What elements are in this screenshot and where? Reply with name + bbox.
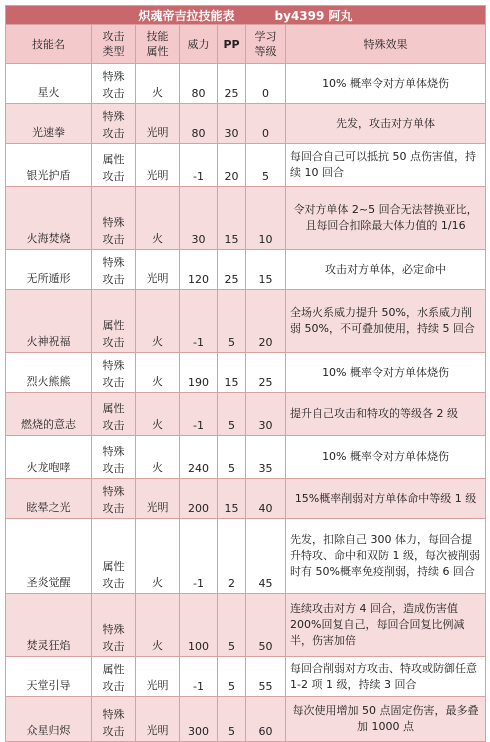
table-row (6, 104, 486, 144)
table-credit: by4399 阿丸 (274, 8, 353, 23)
skill-name: 火龙咆哮 (6, 436, 92, 479)
skill-name: 焚灵狂焰 (6, 594, 92, 657)
special-effect: 10% 概率令对方单体烧伤 (286, 436, 486, 479)
special-effect: 10% 概率令对方单体烧伤 (286, 64, 486, 104)
skill-name: 无所遁形 (6, 250, 92, 290)
skill-power: 300 (180, 697, 218, 742)
learn-level: 10 (246, 187, 286, 250)
attack-type: 特殊 攻击 (92, 697, 136, 742)
learn-level: 20 (246, 290, 286, 353)
skill-power: 100 (180, 594, 218, 657)
skill-name: 火海焚烧 (6, 187, 92, 250)
skill-attribute: 火 (136, 519, 180, 594)
skill-name: 圣炎觉醒 (6, 519, 92, 594)
title-row (6, 6, 486, 25)
special-effect: 提升自己攻击和特攻的等级各 2 级 (286, 393, 486, 436)
table-row (6, 187, 486, 250)
header-row (6, 25, 486, 64)
skill-pp: 25 (218, 64, 246, 104)
header-power: 威力 (180, 25, 218, 64)
skill-power: 120 (180, 250, 218, 290)
table-row (6, 657, 486, 697)
skill-pp: 30 (218, 104, 246, 144)
learn-level: 60 (246, 697, 286, 742)
learn-level: 30 (246, 393, 286, 436)
attack-type: 特殊 攻击 (92, 104, 136, 144)
skill-pp: 5 (218, 393, 246, 436)
attack-type: 属性 攻击 (92, 290, 136, 353)
attack-type: 特殊 攻击 (92, 594, 136, 657)
attack-type: 特殊 攻击 (92, 479, 136, 519)
skill-attribute: 火 (136, 594, 180, 657)
learn-level: 0 (246, 64, 286, 104)
skill-attribute: 光明 (136, 697, 180, 742)
skill-pp: 5 (218, 436, 246, 479)
special-effect: 15%概率削弱对方单体命中等级 1 级 (286, 479, 486, 519)
skill-pp: 5 (218, 657, 246, 697)
header-name: 技能名 (6, 25, 92, 64)
special-effect: 令对方单体 2~5 回合无法替换亚比，且每回合扣除最大体力值的 1/16 (286, 187, 486, 250)
skill-power: 200 (180, 479, 218, 519)
special-effect: 攻击对方单体，必定命中 (286, 250, 486, 290)
header-type: 攻击 类型 (92, 25, 136, 64)
special-effect: 每次使用增加 50 点固定伤害，最多叠加 1000 点 (286, 697, 486, 742)
header-level: 学习 等级 (246, 25, 286, 64)
special-effect: 每回合自己可以抵抗 50 点伤害值，持续 10 回合 (286, 144, 486, 187)
attack-type: 属性 攻击 (92, 519, 136, 594)
skill-attribute: 光明 (136, 104, 180, 144)
special-effect: 10% 概率令对方单体烧伤 (286, 353, 486, 393)
skill-name: 眩晕之光 (6, 479, 92, 519)
skill-attribute: 火 (136, 187, 180, 250)
skill-power: -1 (180, 290, 218, 353)
skill-power: 30 (180, 187, 218, 250)
special-effect: 先发，攻击对方单体 (286, 104, 486, 144)
table-row (6, 144, 486, 187)
special-effect: 每回合削弱对方攻击、特攻或防御任意 1-2 项 1 级，持续 3 回合 (286, 657, 486, 697)
skill-pp: 15 (218, 479, 246, 519)
skill-name: 燃烧的意志 (6, 393, 92, 436)
attack-type: 属性 攻击 (92, 393, 136, 436)
skill-power: -1 (180, 393, 218, 436)
skill-power: -1 (180, 144, 218, 187)
skill-name: 星火 (6, 64, 92, 104)
skill-power: -1 (180, 657, 218, 697)
skill-rows (6, 64, 486, 742)
learn-level: 0 (246, 104, 286, 144)
table-row (6, 697, 486, 742)
learn-level: 35 (246, 436, 286, 479)
table-row (6, 393, 486, 436)
skill-attribute: 火 (136, 290, 180, 353)
skill-attribute: 光明 (136, 657, 180, 697)
table-title: 炽魂帝吉拉技能表 (138, 8, 235, 23)
header-attr: 技能 属性 (136, 25, 180, 64)
table-row (6, 436, 486, 479)
skill-name: 银光护盾 (6, 144, 92, 187)
skill-name: 烈火熊熊 (6, 353, 92, 393)
attack-type: 属性 攻击 (92, 144, 136, 187)
skill-power: -1 (180, 519, 218, 594)
skill-pp: 2 (218, 519, 246, 594)
learn-level: 15 (246, 250, 286, 290)
skill-power: 240 (180, 436, 218, 479)
skill-attribute: 火 (136, 64, 180, 104)
skill-attribute: 火 (136, 393, 180, 436)
learn-level: 25 (246, 353, 286, 393)
skill-pp: 20 (218, 144, 246, 187)
skill-pp: 15 (218, 353, 246, 393)
attack-type: 特殊 攻击 (92, 250, 136, 290)
skill-name: 光速拳 (6, 104, 92, 144)
learn-level: 50 (246, 594, 286, 657)
skill-name: 天堂引导 (6, 657, 92, 697)
table-row (6, 353, 486, 393)
table-row (6, 519, 486, 594)
skill-table (5, 5, 486, 742)
table-row (6, 64, 486, 104)
learn-level: 45 (246, 519, 286, 594)
special-effect: 全场火系威力提升 50%，水系威力削弱 50%，不可叠加使用，持续 5 回合 (286, 290, 486, 353)
skill-attribute: 光明 (136, 250, 180, 290)
header-effect: 特殊效果 (286, 25, 486, 64)
special-effect: 先发，扣除自己 300 体力，每回合提升特攻、命中和双防 1 级，每次被削弱时有 50%概率免疫削弱，持续 6 回合 (286, 519, 486, 594)
attack-type: 特殊 攻击 (92, 353, 136, 393)
skill-power: 80 (180, 64, 218, 104)
skill-attribute: 火 (136, 436, 180, 479)
skill-power: 80 (180, 104, 218, 144)
table-row (6, 479, 486, 519)
special-effect: 连续攻击对方 4 回合，造成伤害值 200%回复自己，每回合回复比例减半，伤害加倍 (286, 594, 486, 657)
table-row (6, 250, 486, 290)
attack-type: 特殊 攻击 (92, 64, 136, 104)
skill-pp: 15 (218, 187, 246, 250)
skill-name: 众星归烬 (6, 697, 92, 742)
skill-attribute: 光明 (136, 479, 180, 519)
skill-attribute: 火 (136, 353, 180, 393)
skill-pp: 5 (218, 594, 246, 657)
skill-pp: 25 (218, 250, 246, 290)
skill-pp: 5 (218, 697, 246, 742)
attack-type: 属性 攻击 (92, 657, 136, 697)
skill-name: 火神祝福 (6, 290, 92, 353)
skill-power: 190 (180, 353, 218, 393)
skill-table-container (5, 5, 485, 742)
attack-type: 特殊 攻击 (92, 436, 136, 479)
attack-type: 特殊 攻击 (92, 187, 136, 250)
header-pp: PP (218, 25, 246, 64)
table-row (6, 290, 486, 353)
skill-attribute: 光明 (136, 144, 180, 187)
skill-pp: 5 (218, 290, 246, 353)
learn-level: 40 (246, 479, 286, 519)
table-row (6, 594, 486, 657)
learn-level: 5 (246, 144, 286, 187)
learn-level: 55 (246, 657, 286, 697)
